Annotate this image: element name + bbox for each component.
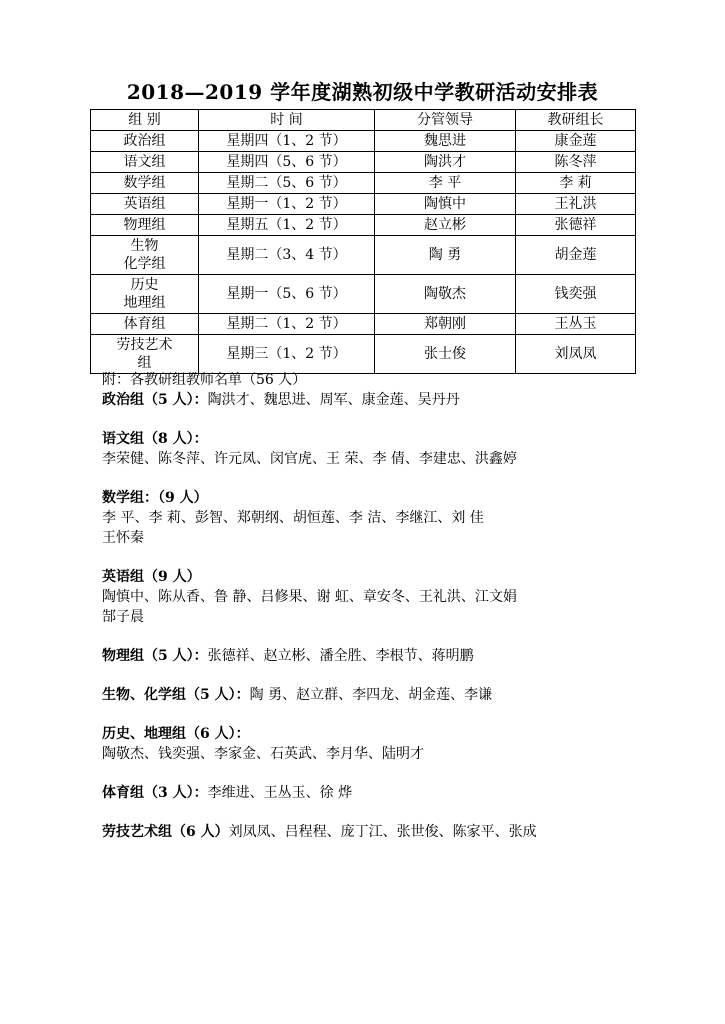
teacher-group [102,685,702,705]
table-row [91,275,636,314]
cell-time: 星期一（5、6 节） [199,275,375,314]
cell-time: 星期二（5、6 节） [199,173,375,194]
header-time: 时 间 [199,110,375,131]
cell-group: 政治组 [91,131,199,152]
group-members: 李维进、王丛玉、徐 烨 [207,785,353,801]
group-heading: 体育组（3 人）： [102,785,208,801]
cell-group: 英语组 [91,194,199,215]
cell-group: 物理组 [91,215,199,236]
group-heading: 英语组（9 人） [102,569,201,585]
cell-leader: 张士俊 [375,335,516,374]
cell-head: 陈冬萍 [516,152,636,173]
cell-head: 康金莲 [516,131,636,152]
table-row [91,131,636,152]
cell-group: 体育组 [91,314,199,335]
table-header-row [91,110,636,131]
table-row [91,152,636,173]
cell-time: 星期三（1、2 节） [199,335,375,374]
cell-time: 星期二（1、2 节） [199,314,375,335]
cell-leader: 郑朝刚 [375,314,516,335]
header-head: 教研组长 [516,110,636,131]
cell-leader: 陶慎中 [375,194,516,215]
group-members: 张德祥、赵立彬、潘全胜、李根节、蒋明鹏 [207,648,474,664]
teacher-list [102,370,702,842]
group-heading: 政治组（5 人）： [102,392,208,408]
cell-head: 王礼洪 [516,194,636,215]
header-leader: 分管领导 [375,110,516,131]
appendix-intro: 附：各教研组教师名单（56 人） [102,372,307,388]
group-members: 陶洪才、魏思进、周军、康金莲、吴丹丹 [207,392,460,408]
table-row [91,215,636,236]
cell-head: 王丛玉 [516,314,636,335]
teacher-group [102,488,702,548]
group-heading: 生物、化学组（5 人）： [102,687,250,703]
cell-head: 胡金莲 [516,236,636,275]
cell-group: 劳技艺术 组 [91,335,199,374]
schedule-table [90,109,636,374]
group-heading: 数学组：（9 人） [102,490,208,506]
cell-head: 张德祥 [516,215,636,236]
group-members: 陶慎中、陈从香、鲁 静、吕修果、谢 虹、章安冬、王礼洪、江文娟 郜子晨 [102,589,517,625]
cell-leader: 李 平 [375,173,516,194]
teacher-group [102,390,702,410]
cell-leader: 陶敬杰 [375,275,516,314]
group-members: 刘凤凤、吕程程、庞丁江、张世俊、陈家平、张成 [228,824,537,840]
cell-leader: 赵立彬 [375,215,516,236]
page-title: 2018—2019 学年度湖熟初级中学教研活动安排表 [126,80,599,104]
group-heading: 语文组（8 人）： [102,431,208,447]
cell-group: 历史 地理组 [91,275,199,314]
cell-time: 星期二（3、4 节） [199,236,375,275]
group-members: 陶敬杰、钱奕强、李家金、石英武、李月华、陆明才 [102,746,424,762]
header-group: 组 别 [91,110,199,131]
group-members: 李荣健、陈冬萍、许元凤、闵官虎、王 荣、李 倩、李建忠、洪鑫婷 [102,451,517,467]
cell-leader: 魏思进 [375,131,516,152]
cell-leader: 陶洪才 [375,152,516,173]
cell-group: 生物 化学组 [91,236,199,275]
table-row [91,236,636,275]
table-row [91,335,636,374]
teacher-group [102,429,702,469]
teacher-group [102,822,702,842]
teacher-group [102,783,702,803]
cell-time: 星期四（5、6 节） [199,152,375,173]
table-row [91,314,636,335]
cell-leader: 陶 勇 [375,236,516,275]
cell-time: 星期五（1、2 节） [199,215,375,236]
cell-time: 星期四（1、2 节） [199,131,375,152]
group-members: 陶 勇、赵立群、李四龙、胡金莲、李谦 [249,687,493,703]
group-members: 李 平、李 莉、彭智、郑朝纲、胡恒莲、李 洁、李继江、刘 佳 王怀秦 [102,510,484,546]
table-row [91,173,636,194]
table-row [91,194,636,215]
group-heading: 历史、地理组（6 人）： [102,726,250,742]
cell-head: 李 莉 [516,173,636,194]
cell-group: 数学组 [91,173,199,194]
group-heading: 劳技艺术组（6 人） [102,824,229,840]
cell-head: 钱奕强 [516,275,636,314]
cell-group: 语文组 [91,152,199,173]
teacher-group [102,567,702,627]
cell-time: 星期一（1、2 节） [199,194,375,215]
group-heading: 物理组（5 人）： [102,648,208,664]
teacher-group [102,646,702,666]
cell-head: 刘凤凤 [516,335,636,374]
teacher-group [102,724,702,764]
